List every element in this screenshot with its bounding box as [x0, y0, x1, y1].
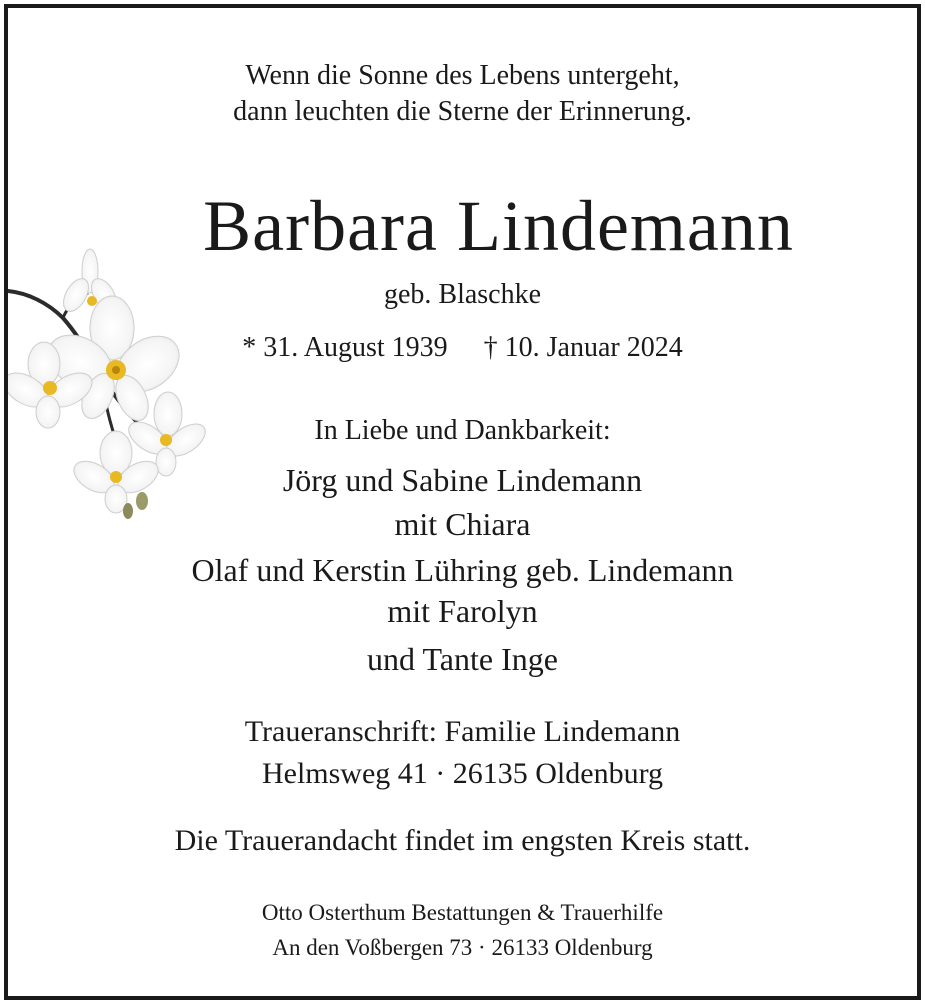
- birth-date: * 31. August 1939: [242, 332, 448, 363]
- deceased-name: Barbara Lindemann: [203, 186, 794, 266]
- undertaker-line-1: Otto Osterthum Bestattungen & Trauerhilfe: [261, 900, 664, 925]
- service-note: Die Trauerandacht findet im engsten Kreis statt.: [174, 824, 751, 857]
- dedication: In Liebe und Dankbarkeit:: [314, 415, 611, 446]
- motto-line-1: Wenn die Sonne des Lebens untergeht,: [245, 60, 680, 91]
- mourner-line: mit Farolyn: [387, 593, 538, 629]
- mourner-line: Jörg und Sabine Lindemann: [282, 462, 643, 498]
- undertaker-line-2: An den Voßbergen 73 · 26133 Oldenburg: [272, 935, 653, 960]
- mourner-line: und Tante Inge: [367, 641, 558, 677]
- orchid-icon: [8, 243, 208, 528]
- address-line-1: Traueranschrift: Familie Lindemann: [244, 715, 681, 748]
- mourner-line: Olaf und Kerstin Lühring geb. Lindemann: [191, 552, 734, 588]
- address-line-2: Helmsweg 41 · 26135 Oldenburg: [261, 757, 664, 790]
- motto-line-2: dann leuchten die Sterne der Erinnerung.: [233, 96, 692, 127]
- death-date: † 10. Januar 2024: [483, 332, 683, 363]
- obituary-frame: [4, 4, 921, 1000]
- maiden-name: geb. Blaschke: [383, 279, 542, 310]
- mourner-line: mit Chiara: [394, 506, 531, 542]
